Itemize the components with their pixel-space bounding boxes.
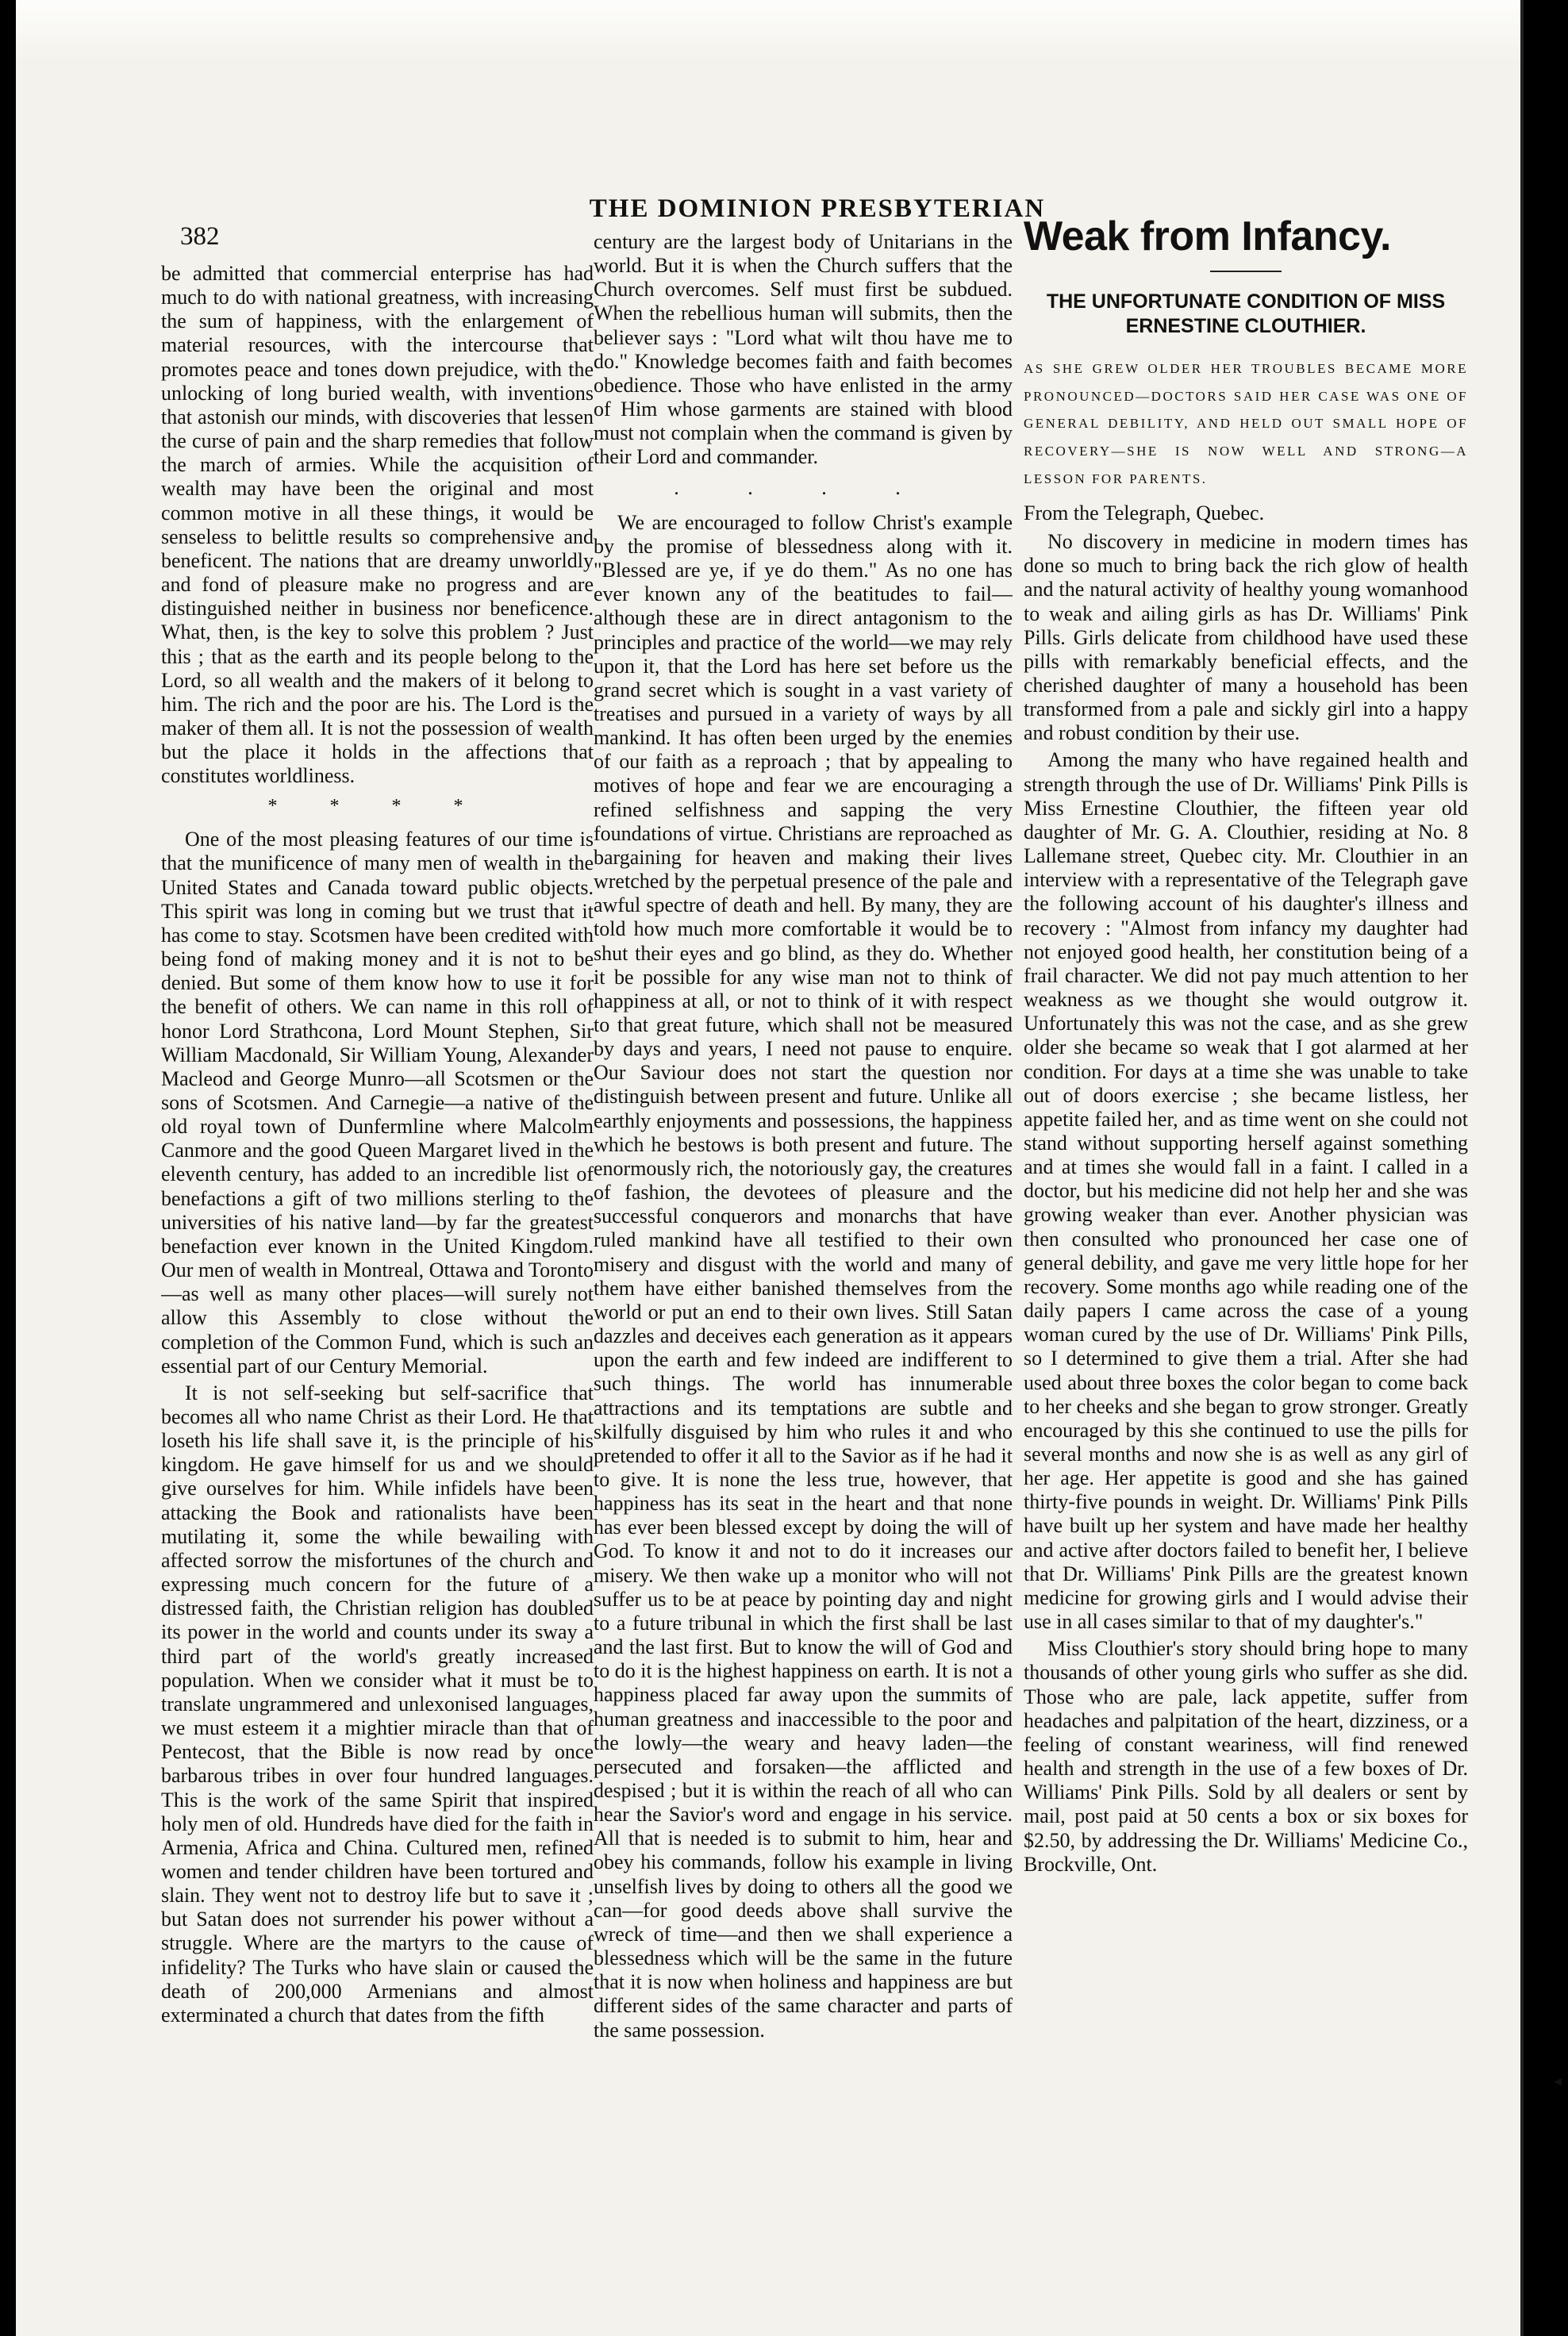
article-paragraph-3: Miss Clouthier's story should bring hope to many thousands of other young girls who suffer as she did. Those who are pale, lack appetite, suffer from headaches and palpitation of the heart, dizziness, or a feeling of constant weariness, will find renewed health and strength in the use of a few boxes of Dr. Williams' Pink Pills. Sold by all dealers or sent by mail, post paid at 50 cents a box or six boxes for $2.50, by addressing the Dr. Williams' Medicine Co., Brockville, Ont. bbox=[1024, 1637, 1468, 1876]
article-paragraph-1: No discovery in medicine in modern times has done so much to bring back the rich glow of health and the natural activity of healthy young womanhood to weak and ailing girls as has Dr. Williams' Pink Pills. Girls delicate from childhood have used these pills with remarkably beneficial effects, and the cherished daughter of many a household has been transformed from a pale and sickly girl into a happy and robust condition by their use. bbox=[1024, 530, 1468, 745]
column-1-paragraph-3: It is not self-seeking but self-sacrifice that becomes all who name Christ as their Lord. He that loseth his life shall save it, is the principle of his kingdom. He gave himself for us and we should give ourselves for him. While infidels have been attacking the Book and rationalists have been mutilating it, some the while bewailing with affected sorrow the misfortunes of the church and expressing much concern for the future of a distressed faith, the Christian religion has doubled its power in the world and counts under its sway a third part of the world's greatly increased population. When we consider what it must be to translate ungrammered and unlexonised languages, we must esteem it a mightier miracle than that of Pentecost, that the Bible is now read by once barbarous tribes in over four hundred languages. This is the work of the same Spirit that inspired holy men of old. Hundreds have died for the faith in Armenia, Africa and China. Cultured men, refined women and tender children have been tortured and slain. They went not to destroy life but to save it ; but Satan does not surrender his power without a struggle. Where are the martyrs to the cause of infidelity? The Turks who have slain or caused the death of 200,000 Armenians and almost exterminated a church that dates from the fifth bbox=[161, 1381, 594, 2027]
margin-mark: ◂ bbox=[1554, 2073, 1562, 2090]
newspaper-page bbox=[16, 0, 1562, 2336]
section-divider-stars: * * * * bbox=[267, 796, 487, 817]
article-title: Weak from Infancy. bbox=[1024, 214, 1391, 259]
article-source: From the Telegraph, Quebec. bbox=[1024, 501, 1265, 524]
article-deck: AS SHE GREW OLDER HER TROUBLES BECAME MORE PRONOUNCED—DOCTORS SAID HER CASE WAS ONE OF GENERAL DEBILITY, AND HELD OUT SMALL HOPE OF RECOVERY—SHE IS NOW WELL AND STRONG—A LESSON FOR PARENTS. bbox=[1024, 360, 1468, 487]
running-head: THE DOMINION PRESBYTERIAN bbox=[589, 194, 1046, 223]
article-paragraph-2: Among the many who have regained health and strength through the use of Dr. Williams' Pink Pills is Miss Ernestine Clouthier, the fifteen year old daughter of Mr. G. A. Clouthier, residing at No. 8 Lallemane street, Quebec city. Mr. Clouthier in an interview with a representative of the Telegraph gave the following account of his daughter's illness and recovery : "Almost from infancy my daughter had not enjoyed good health, her constitution being of a frail character. We did not pay much attention to her weakness as we thought she would outgrow it. Unfortunately this was not the case, and as she grew older she became so weak that I got alarmed at her condition. For days at a time she was unable to take out of doors exercise ; she became listless, her appetite failed her, and as time went on she could not stand without supporting herself against something and at times she would fall in a faint. I called in a doctor, but his medicine did not help her and she was growing weaker than ever. Another physician was then consulted who pronounced her case one of general debility, and gave me very little hope for her recovery. Some months ago while reading one of the daily papers I came across the case of a young woman cured by the use of Dr. Williams' Pink Pills, so I determined to give them a trial. After she had used about three boxes the color began to come back to her cheeks and she began to grow stronger. Greatly encouraged by this she continued to use the pills for several months and now she is as well as any girl of her age. Her appetite is good and she has gained thirty-five pounds in weight. Dr. Williams' Pink Pills have built up her system and have made her healthy and active after doctors failed to benefit her, I believe that Dr. Williams' Pink Pills are the greatest known medicine for growing girls and I would advise their use in all cases similar to that of my daughter's." bbox=[1024, 748, 1468, 1634]
column-2-paragraph-2: We are encouraged to follow Christ's example by the promise of blessedness along with it. "Blessed are ye, if ye do them." As no one has ever known any of the beatitudes to fail—although these are in direct antagonism to the principles and practice of the world—we may rely upon it, that the Lord has here set before us the grand secret which is sought in a vast variety of treatises and pursued in a variety of ways by all mankind. It has often been urged by the enemies of our faith as a reproach ; that by appealing to motives of hope and fear we are encouraging a refined selfishness and sapping the very foundations of virtue. Christians are reproached as bargaining for heaven and making their lives wretched by the perpetual presence of the pale and awful spectre of death and hell. By many, they are told how much more comfortable it would be to shut their eyes and go blind, as they do. Whether it be possible for any wise man not to think of happiness at all, or not to think of it with respect to that great future, which shall not be measured by days and years, I need not pause to enquire. Our Saviour does not start the question nor distinguish between present and future. Unlike all earthly enjoyments and possessions, the happiness which he bestows is both present and future. The enormously rich, the notoriously gay, the creatures of fashion, the devotees of pleasure and the successful conquerors and monarchs that have ruled mankind have all testified to their own misery and disgust with the world and many of them have either banished themselves from the world or put an end to their own lives. Still Satan dazzles and deceives each generation as it appears upon the earth and few indeed are indifferent to such things. The world has innumerable attractions and its temptations are subtle and skilfully disguised by him who rules it and who pretended to offer it all to the Savior as if he had it to give. It is none the less true, however, that happiness has its seat in the heart and that none has ever been blessed except by doing the will of God. To know it and not to do it increases our misery. We then wake up a monitor who will not suffer us to be at peace by pointing day and night to a future tribunal in which the first shall be last and the last first. But to know the will of God and to do it is the highest happiness on earth. It is not a happiness placed far away upon the summits of human greatness and inaccessible to the poor and the lowly—the weary and heavy laden—the persecuted and forsaken—the afflicted and despised ; but it is within the reach of all who can hear the Savior's word and engage in his service. All that is needed is to submit to him, hear and obey his commands, follow his example in living unselfish lives by doing to others all the good we can—for good deeds above shall survive the wreck of time—and then we shall experience a blessedness which will be the same in the future that it is now when holiness and happiness are but different sides of the same character and parts of the same possession. bbox=[594, 510, 1013, 2042]
page-number: 382 bbox=[180, 222, 220, 251]
page-edge-line bbox=[1520, 0, 1524, 2336]
article-subhead: THE UNFORTUNATE CONDITION OF MISS ERNESTINE CLOUTHIER. bbox=[1046, 290, 1446, 338]
column-2 bbox=[594, 230, 1013, 2230]
column-2-paragraph-1: century are the largest body of Unitarians in the world. But it is when the Church suffers that the Church overcomes. Self must first be subdued. When the rebellious human will submits, then the believer says : "Lord what wilt thou have me to do." Knowledge becomes faith and faith becomes obedience. Those who have enlisted in the army of Him whose garments are stained with blood must not complain when the command is given by their Lord and commander. bbox=[594, 230, 1013, 469]
title-rule bbox=[1210, 271, 1282, 272]
column-1 bbox=[161, 262, 594, 2230]
column-1-paragraph-1: be admitted that commercial enterprise has had much to do with national greatness, with increasing the sum of happiness, with the enlargement of material resources, with the intercourse that promotes peace and tones down prejudice, with the unlocking of long buried wealth, with inventions that astonish our minds, with discoveries that lessen the curse of pain and the sharp remedies that follow the march of armies. While the acquisition of wealth may have been the original and most common motive in all these things, it would be senseless to belittle results so comprehensive and beneficent. The nations that are dreamy unworldly and fond of pleasure make no progress and are distinguished neither in business nor beneficence. What, then, is the key to solve this problem ? Just this ; that as the earth and its people belong to the Lord, so all wealth and the makers of it belong to him. The rich and the poor are his. The Lord is the maker of them all. It is not the possession of wealth but the place it holds in the affections that constitutes worldliness. bbox=[161, 262, 594, 788]
column-3 bbox=[1024, 214, 1468, 2230]
page-top-shade bbox=[16, 0, 1524, 63]
column-1-paragraph-2: One of the most pleasing features of our time is that the munificence of many men of wealth in the United States and Canada toward public objects. This spirit was long in coming but we trust that it has come to stay. Scotsmen have been credited with being fond of making money and it is not to be denied. But some of them know how to use it for the benefit of others. We can name in this roll of honor Lord Strathcona, Lord Mount Stephen, Sir William Macdonald, Sir William Young, Alexander Macleod and George Munro—all Scotsmen or the sons of Scotsmen. And Carnegie—a native of the old royal town of Dunfermline where Malcolm Canmore and the good Queen Margaret lived in the eleventh century, has added to an incredible list of benefactions a gift of two millions sterling to the universities of his native land—by far the greatest benefaction ever known in the United Kingdom. Our men of wealth in Montreal, Ottawa and Toronto—as well as many other places—will surely not allow this Assembly to close without the completion of the Common Fund, which is such an essential part of our Century Memorial. bbox=[161, 828, 594, 1377]
section-divider-dots: . . . . bbox=[674, 475, 932, 499]
